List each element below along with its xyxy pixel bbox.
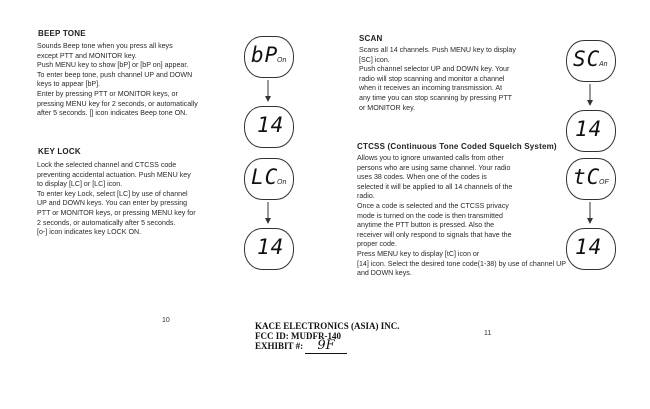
lcd-main-text: tC bbox=[573, 165, 601, 189]
lcd-sub-text: On bbox=[277, 179, 287, 186]
exhibit-handwritten-value: 9F bbox=[305, 338, 346, 354]
page-number-left: 10 bbox=[162, 317, 170, 324]
lcd-display-bottom bbox=[244, 106, 294, 148]
lcd-main-text: LC bbox=[251, 165, 279, 189]
text-line: Lock the selected channel and CTCSS code bbox=[37, 161, 177, 169]
text-line: mode is turned on the code is then transmitted bbox=[357, 211, 503, 220]
text-line: and DOWN keys. bbox=[357, 269, 412, 278]
text-line: uses 38 codes. When one of the codes is bbox=[357, 173, 487, 182]
lcd-display-top bbox=[244, 158, 294, 200]
exhibit-line bbox=[255, 338, 400, 353]
text-line: selected it will be applied to all 14 channels of the bbox=[357, 182, 513, 191]
beep-tone-title: BEEP TONE bbox=[38, 29, 86, 38]
lcd-display-bottom bbox=[566, 110, 616, 152]
text-line: keys to appear [bP]. bbox=[37, 80, 101, 89]
lcd-sub-text: An bbox=[599, 61, 608, 68]
text-line: Sounds Beep tone when you press all keys bbox=[37, 42, 173, 50]
page-number-right: 11 bbox=[484, 330, 492, 337]
lcd-channel-number: 14 bbox=[257, 235, 285, 259]
ctcss-title: CTCSS (Continuous Tone Coded Squelch System) bbox=[357, 142, 557, 151]
down-arrow-icon bbox=[264, 202, 272, 224]
lcd-display-bottom bbox=[566, 228, 616, 270]
scan-title: SCAN bbox=[359, 34, 383, 43]
text-line: when it receives an incoming transmission. At bbox=[359, 84, 503, 93]
text-line: UP and DOWN keys. You can enter by pressing bbox=[37, 199, 188, 208]
text-line: To enter beep tone, push channel UP and DOWN bbox=[37, 70, 193, 79]
text-line: after 5 seconds. [] icon indicates Beep tone ON. bbox=[37, 109, 188, 118]
text-line: [SC] icon. bbox=[359, 55, 390, 64]
text-line: To enter key Lock, select [LC] by use of channel bbox=[37, 189, 188, 198]
lcd-display-bottom bbox=[244, 228, 294, 270]
beep-lcd-illustration bbox=[244, 36, 294, 154]
text-line: pressing MENU key for 2 seconds, or automatically bbox=[37, 99, 198, 108]
down-arrow-icon bbox=[586, 202, 594, 224]
text-line: radio will stop scanning and monitor a channel bbox=[359, 74, 505, 83]
text-line: any time you can stop scanning by pressing PTT bbox=[359, 93, 512, 102]
lcd-display-top bbox=[244, 36, 294, 78]
lcd-sub-text: OF bbox=[599, 179, 609, 186]
text-line: or MONITOR key. bbox=[359, 103, 416, 112]
scan-text bbox=[359, 46, 559, 113]
lcd-main-text: bP bbox=[251, 43, 279, 67]
lcd-channel-number: 14 bbox=[575, 235, 603, 259]
text-line: to display [LC] or [LC] icon. bbox=[37, 180, 123, 189]
text-line: 2 seconds, or automatically after 5 seconds. bbox=[37, 218, 176, 227]
text-line: except PTT and MONITOR key. bbox=[37, 51, 137, 60]
text-line: PTT or MONITOR keys, or pressing MENU key for bbox=[37, 208, 196, 217]
text-line: Allows you to ignore unwanted calls from other bbox=[357, 154, 504, 162]
text-line: receiver will only respond to signals that have the bbox=[357, 230, 512, 239]
text-line: radio. bbox=[357, 192, 375, 201]
text-line: [o-] icon indicates key LOCK ON. bbox=[37, 228, 142, 237]
lcd-main-text: SC bbox=[573, 47, 601, 71]
text-line: Push channel selector UP and DOWN key. Your bbox=[359, 65, 510, 74]
text-line: preventing accidental actuation. Push MENU key bbox=[37, 170, 191, 179]
lcd-channel-number: 14 bbox=[257, 113, 285, 137]
text-line: Once a code is selected and the CTCSS privacy bbox=[357, 201, 509, 210]
lcd-display-top bbox=[566, 40, 616, 82]
text-line: [14] icon. Select the desired tone code(1-38) by use of channel UP bbox=[357, 259, 566, 268]
down-arrow-icon bbox=[586, 84, 594, 106]
lcd-sub-text: On bbox=[277, 57, 287, 64]
key-lock-lcd-illustration bbox=[244, 158, 294, 276]
lcd-display-top bbox=[566, 158, 616, 200]
text-line: anytime the PTT button is pressed. Also the bbox=[357, 221, 495, 230]
down-arrow-icon bbox=[264, 80, 272, 102]
exhibit-label: EXHIBIT #: bbox=[255, 341, 304, 351]
scan-lcd-illustration bbox=[566, 40, 616, 158]
text-line: proper code. bbox=[357, 240, 397, 249]
text-line: persons who are using same channel. Your radio bbox=[357, 163, 511, 172]
text-line: Push MENU key to show [bP] or [bP on] appear. bbox=[37, 61, 189, 70]
key-lock-title: KEY LOCK bbox=[38, 147, 81, 156]
text-line: Press MENU key to display [tC] icon or bbox=[357, 249, 480, 258]
ctcss-lcd-illustration bbox=[566, 158, 616, 276]
company-name: KACE ELECTRONICS (ASIA) INC. bbox=[255, 321, 400, 331]
key-lock-text bbox=[37, 161, 237, 238]
beep-tone-text bbox=[37, 42, 233, 119]
text-line: Enter by pressing PTT or MONITOR keys, or bbox=[37, 89, 178, 98]
text-line: Scans all 14 channels. Push MENU key to display bbox=[359, 46, 516, 54]
lcd-channel-number: 14 bbox=[575, 117, 603, 141]
fcc-id: FCC ID: MUDFR-140 bbox=[255, 331, 341, 341]
company-footer bbox=[255, 321, 400, 351]
